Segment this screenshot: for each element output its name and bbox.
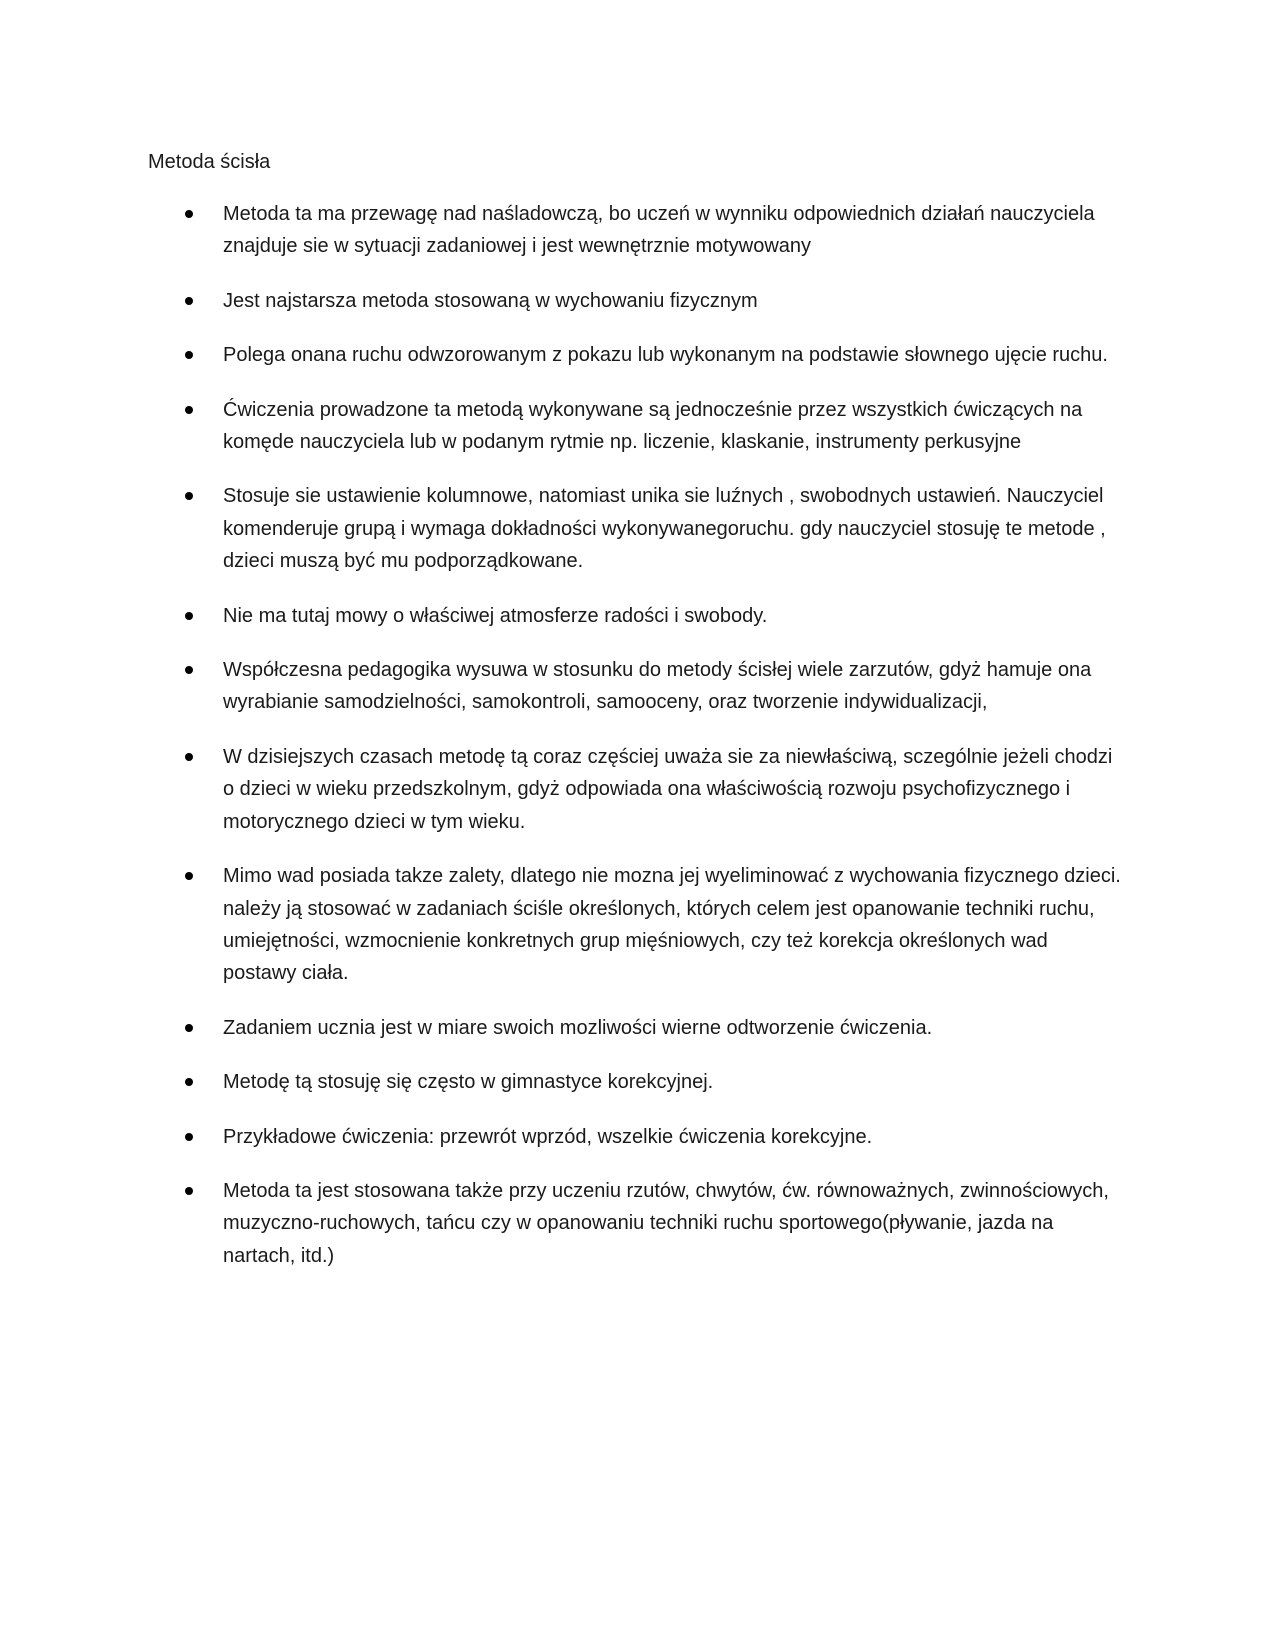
bullet-icon — [185, 492, 193, 500]
bullet-icon — [185, 1024, 193, 1032]
list-item-text: Przykładowe ćwiczenia: przewrót wprzód, wszelkie ćwiczenia korekcyjne. — [223, 1125, 873, 1148]
bullet-icon — [185, 872, 193, 880]
bullet-icon — [185, 1187, 193, 1195]
list-item — [0, 480, 1275, 577]
list-item — [0, 654, 1275, 719]
list-item — [0, 741, 1275, 838]
list-item — [0, 1066, 1275, 1098]
list-item-text: Polega onana ruchu odwzorowanym z pokazu lub wykonanym na podstawie słownego ujęcie ruchu. — [223, 344, 1108, 367]
bullet-icon — [185, 297, 193, 305]
list-item-text: Metodę tą stosuję się często w gimnastyce korekcyjnej. — [223, 1071, 714, 1094]
list-item — [0, 394, 1275, 459]
bullet-icon — [185, 210, 193, 218]
list-item-text: Metoda ta jest stosowana także przy uczeniu rzutów, chwytów, ćw. równoważnych, zwinnościowych, muzyczno-ruchowych, tańcu czy w opanowaniu techniki ruchu sportowego(pływanie, jazda na nartach, itd.) — [223, 1179, 1109, 1267]
bullet-icon — [185, 666, 193, 674]
list-item — [0, 198, 1275, 263]
list-item-text: Nie ma tutaj mowy o właściwej atmosferze radości i swobody. — [223, 604, 768, 627]
list-item-text: Ćwiczenia prowadzone ta metodą wykonywane są jednocześnie przez wszystkich ćwiczących na komęde nauczyciela lub w podanym rytmie np. liczenie, klaskanie, instrumenty perkusyjne — [223, 398, 1083, 454]
list-item-text: Mimo wad posiada takze zalety, dlatego nie mozna jej wyeliminować z wychowania fizycznego dzieci. należy ją stosować w zadaniach ściśle określonych, których celem jest opanowanie techniki ruchu, umiejętności, wzmocnienie konkretnych grup mięśniowych, czy też korekcja określonych wad postawy ciała. — [223, 865, 1121, 985]
bullet-icon — [185, 1133, 193, 1141]
list-item — [0, 600, 1275, 632]
list-item-text: Współczesna pedagogika wysuwa w stosunku do metody ścisłej wiele zarzutów, gdyż hamuje ona wyrabianie samodzielności, samokontroli, samooceny, oraz tworzenie indywidualizacji, — [223, 659, 1092, 714]
list-item — [0, 339, 1275, 371]
bullet-icon — [185, 351, 193, 359]
list-item — [0, 860, 1275, 990]
list-item-text: Stosuje sie ustawienie kolumnowe, natomiast unika sie luźnych , swobodnych ustawień. Nauczyciel komenderuje grupą i wymaga dokładności wykonywanegoruchu. gdy nauczyciel stosuję te metode , dzieci muszą być mu podporządkowane. — [223, 485, 1106, 573]
list-item-text: Zadaniem ucznia jest w miare swoich mozliwości wierne odtworzenie ćwiczenia. — [223, 1016, 933, 1039]
bullet-list — [0, 198, 1275, 1294]
bullet-icon — [185, 406, 193, 414]
list-item-text: Jest najstarsza metoda stosowaną w wychowaniu fizycznym — [223, 289, 758, 312]
bullet-icon — [185, 612, 193, 620]
bullet-icon — [185, 753, 193, 761]
list-item — [0, 1121, 1275, 1153]
list-item — [0, 1175, 1275, 1272]
list-item — [0, 1012, 1275, 1044]
document-title: Metoda ścisła — [148, 151, 271, 173]
list-item-text: Metoda ta ma przewagę nad naśladowczą, bo uczeń w wynniku odpowiednich działań nauczyciela znajduje sie w sytuacji zadaniowej i jest wewnętrznie motywowany — [223, 203, 1095, 258]
list-item — [0, 285, 1275, 317]
list-item-text: W dzisiejszych czasach metodę tą coraz częściej uważa sie za niewłaściwą, sczególnie jeżeli chodzi o dzieci w wieku przedszkolnym, gdyż odpowiada ona właściwością rozwoju psychofizycznego i motorycznego dzieci w tym wieku. — [223, 745, 1113, 833]
bullet-icon — [185, 1078, 193, 1086]
